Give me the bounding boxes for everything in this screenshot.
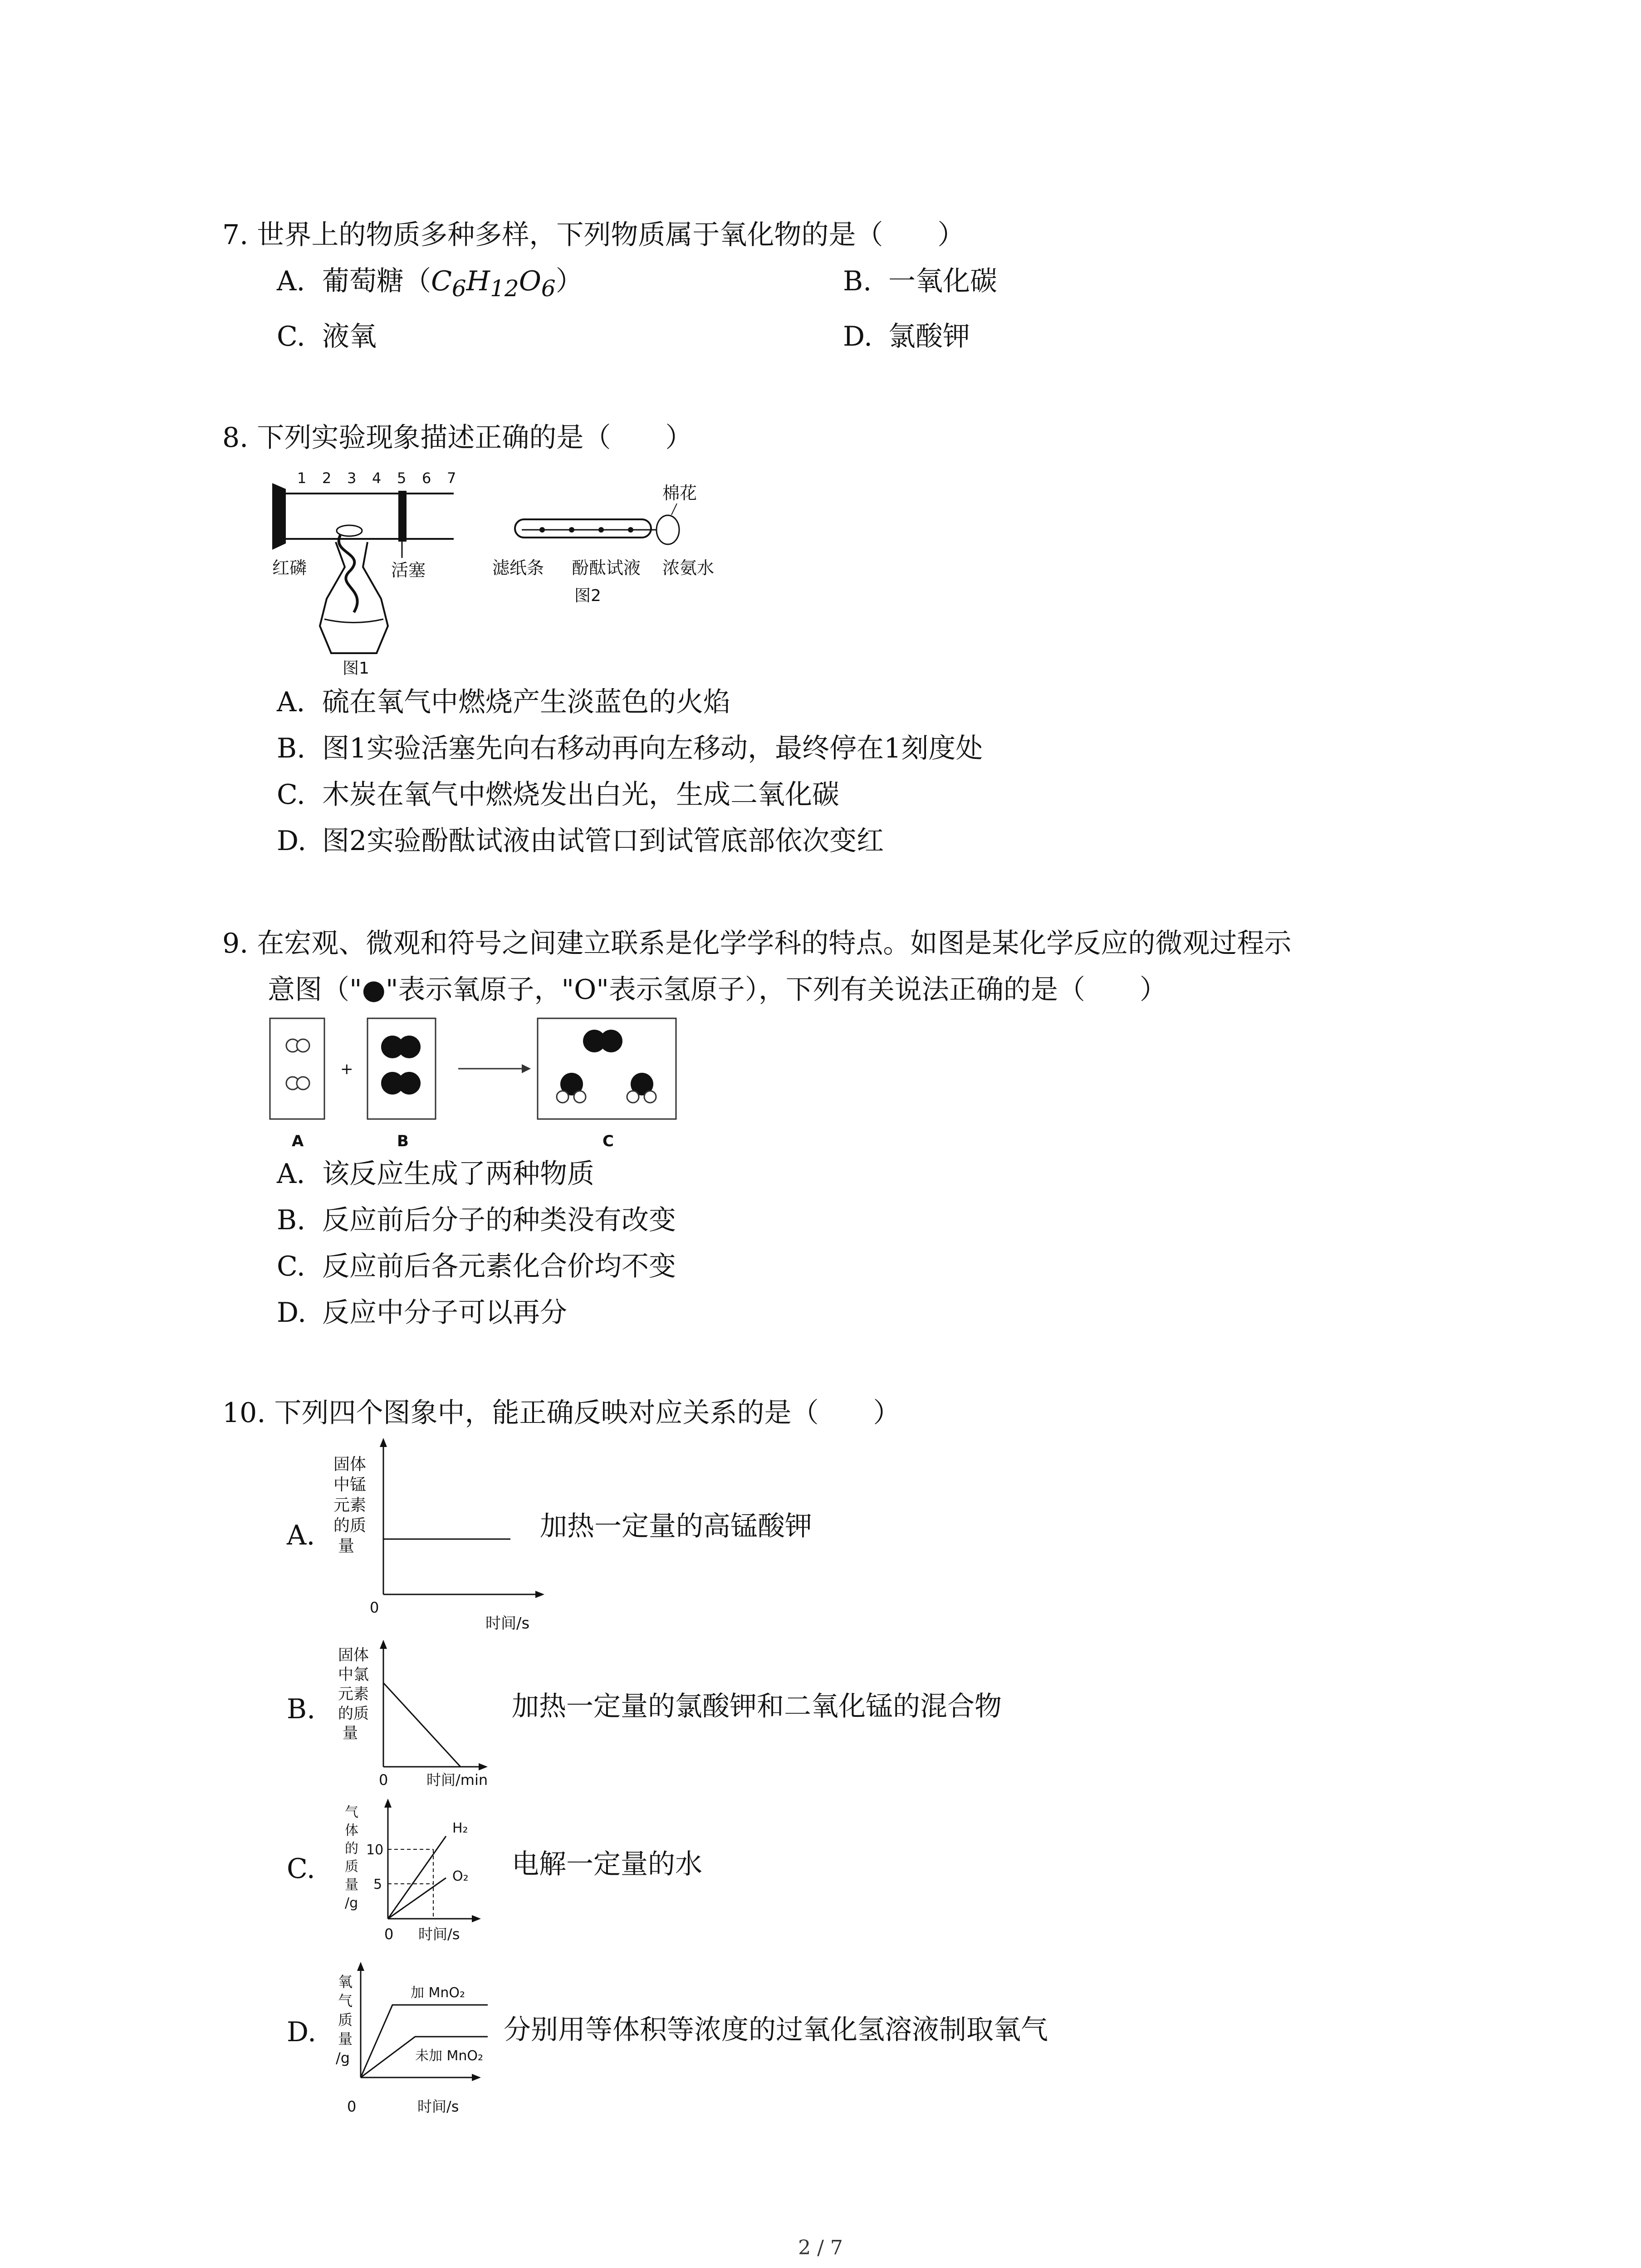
phenol-drop xyxy=(628,527,633,533)
box-b-frame xyxy=(367,1018,436,1119)
label-phosphorus: 红磷 xyxy=(272,558,307,578)
formula-o: O xyxy=(519,265,541,297)
box-c xyxy=(538,1018,676,1119)
q8-option-b xyxy=(277,730,983,767)
option-text: 反应前后分子的种类没有改变 xyxy=(322,1204,676,1236)
q10-caption-d: 分别用等体积等浓度的过氧化氢溶液制取氧气 xyxy=(504,2014,1048,2046)
tick-10: 10 xyxy=(366,1842,384,1858)
q10-option-b-letter: B. xyxy=(287,1693,316,1725)
o2-label: O₂ xyxy=(452,1868,469,1884)
q10-caption-a: 加热一定量的高锰酸钾 xyxy=(540,1510,812,1542)
tick-5: 5 xyxy=(373,1877,382,1892)
ylabel-line: 中氯 xyxy=(338,1666,369,1684)
option-letter: D. xyxy=(277,1297,307,1329)
ylabel-line: 质 xyxy=(338,2011,353,2028)
label-phenol: 酚酞试液 xyxy=(572,558,641,578)
graph-a-ylabel xyxy=(333,1455,366,1555)
q8-option-a xyxy=(277,684,730,720)
ylabel-line: 质 xyxy=(345,1859,358,1875)
cotton-plug xyxy=(656,515,679,544)
ylabel-line: /g xyxy=(345,1895,358,1911)
with-mno2-label: 加 MnO₂ xyxy=(411,1985,465,2001)
q10-graph-a xyxy=(324,1433,560,1642)
q9-option-a xyxy=(277,1156,594,1192)
q8-option-d xyxy=(277,823,884,859)
q10-caption-b: 加热一定量的氯酸钾和二氧化锰的混合物 xyxy=(512,1691,1002,1722)
label-fig2: 图2 xyxy=(574,587,601,605)
scale-3: 3 xyxy=(347,469,357,487)
label-b: B xyxy=(397,1132,409,1150)
scale-labels xyxy=(297,469,456,487)
option-text: 氯酸钾 xyxy=(888,321,970,352)
option-letter: A. xyxy=(277,265,305,297)
box-labels xyxy=(292,1132,614,1150)
box-a-frame xyxy=(270,1018,324,1119)
graph-b-ylabel xyxy=(338,1646,369,1742)
option-letter: B. xyxy=(843,265,872,297)
option-letter: B. xyxy=(277,1204,306,1236)
h2-line xyxy=(388,1836,446,1919)
option-letter: D. xyxy=(277,825,307,857)
formula-h-sub: 12 xyxy=(490,275,519,302)
option-text: 硫在氧气中燃烧产生淡蓝色的火焰 xyxy=(322,686,730,718)
q10-graph-d xyxy=(324,1955,515,2123)
q10-graph-c xyxy=(324,1796,515,1950)
q7-option-c xyxy=(277,318,377,355)
water-hydrogen xyxy=(574,1091,586,1103)
ylabel-line: 的质 xyxy=(338,1705,369,1723)
q9-micro-diagram xyxy=(263,1012,690,1157)
ylabel-line: 量 xyxy=(338,2030,353,2048)
scale-5: 5 xyxy=(397,469,407,487)
question-7-stem: 7. 世界上的物质多种多样，下列物质属于氧化物的是（ ） xyxy=(222,219,965,251)
scale-1: 1 xyxy=(297,469,307,487)
ylabel-line: 固体 xyxy=(338,1646,369,1664)
water-hydrogen xyxy=(557,1091,568,1103)
arrow-head xyxy=(522,1064,531,1073)
origin-label: 0 xyxy=(347,2098,357,2115)
box-b xyxy=(367,1018,436,1119)
formula-h: H xyxy=(466,265,490,297)
piston xyxy=(398,491,407,542)
graph-c-ylabel xyxy=(345,1804,358,1911)
oxygen-atom xyxy=(398,1072,421,1095)
option-letter: A. xyxy=(277,1158,305,1190)
q10-option-d-letter: D. xyxy=(287,2016,317,2048)
label-ammonia: 浓氨水 xyxy=(662,558,715,578)
box-a xyxy=(270,1018,324,1119)
label-paper: 滤纸条 xyxy=(492,558,544,578)
origin-label: 0 xyxy=(384,1926,394,1943)
option-letter: C. xyxy=(277,779,305,811)
formula-c-sub: 6 xyxy=(451,275,466,302)
oxygen-atom xyxy=(600,1030,622,1052)
option-letter: C. xyxy=(277,1251,305,1282)
label-piston: 活塞 xyxy=(391,560,426,580)
option-text: 图2实验酚酞试液由试管口到试管底部依次变红 xyxy=(322,825,884,857)
formula-c: C xyxy=(431,265,452,297)
ylabel-line: 气 xyxy=(338,1992,353,2009)
phenol-drop xyxy=(569,527,574,533)
with-mno2-line xyxy=(361,2005,488,2077)
origin-label: 0 xyxy=(379,1771,388,1789)
x-axis-arrow xyxy=(472,2074,481,2081)
graph-d-ylabel xyxy=(336,1973,353,2067)
label-cotton: 棉花 xyxy=(662,483,697,503)
ylabel-line: 元素 xyxy=(338,1685,369,1703)
formula-o-sub: 6 xyxy=(541,275,556,302)
x-axis-arrow xyxy=(479,1763,488,1770)
ylabel-line: 气 xyxy=(345,1804,358,1820)
x-axis-label: 时间/s xyxy=(485,1614,530,1633)
scale-4: 4 xyxy=(372,469,382,487)
q8-experiment-figure xyxy=(263,463,753,685)
scale-2: 2 xyxy=(322,469,332,487)
without-mno2-label: 未加 MnO₂ xyxy=(415,2048,484,2064)
label-fig1: 图1 xyxy=(343,659,369,678)
phenol-drop xyxy=(539,527,545,533)
option-letter: A. xyxy=(277,686,305,718)
ylabel-line: 量 xyxy=(345,1877,358,1893)
page-number: 2 / 7 xyxy=(798,2236,843,2259)
x-axis-label: 时间/min xyxy=(426,1771,488,1789)
ylabel-line: 元素 xyxy=(333,1496,367,1515)
ylabel-line: /g xyxy=(336,2049,350,2067)
label-c: C xyxy=(603,1132,614,1150)
x-axis-label: 时间/s xyxy=(417,2098,459,2115)
y-axis-arrow xyxy=(380,1640,387,1649)
y-axis-arrow xyxy=(384,1799,392,1808)
figure-2 xyxy=(492,483,714,605)
phosphorus xyxy=(337,525,362,536)
q8-option-c xyxy=(277,777,839,813)
ylabel-line: 固体 xyxy=(333,1455,367,1474)
option-text: 该反应生成了两种物质 xyxy=(322,1158,594,1190)
q9-option-b xyxy=(277,1202,676,1238)
plus-sign: + xyxy=(340,1060,353,1078)
question-9-stem-line2: 意图（"●"表示氧原子，"O"表示氢原子），下列有关说法正确的是（ ） xyxy=(268,974,1167,1006)
origin-label: 0 xyxy=(370,1599,379,1616)
h2-label: H₂ xyxy=(452,1820,468,1836)
lamp-liquid xyxy=(324,619,383,623)
cotton-pointer xyxy=(671,503,677,515)
ylabel-line: 氧 xyxy=(338,1973,353,1990)
option-letter: D. xyxy=(843,321,873,352)
option-text: 反应中分子可以再分 xyxy=(322,1297,567,1329)
option-text-end: ） xyxy=(555,265,583,297)
y-axis-arrow xyxy=(357,1962,364,1971)
oxygen-atom xyxy=(398,1036,421,1058)
ylabel-line: 中锰 xyxy=(333,1476,367,1494)
option-text: 图1实验活塞先向右移动再向左移动，最终停在1刻度处 xyxy=(322,733,983,764)
label-a: A xyxy=(292,1132,304,1150)
option-letter: C. xyxy=(277,321,305,352)
q10-option-a-letter: A. xyxy=(287,1520,315,1551)
q10-graph-b xyxy=(324,1637,515,1792)
water-hydrogen xyxy=(627,1091,639,1103)
ylabel-line: 的 xyxy=(345,1841,358,1857)
figure-1 xyxy=(272,469,456,678)
data-line xyxy=(383,1683,460,1767)
ylabel-line: 量 xyxy=(338,1537,355,1555)
hydrogen-atom xyxy=(297,1077,309,1090)
option-text: 反应前后各元素化合价均不变 xyxy=(322,1251,676,1282)
q10-option-c-letter: C. xyxy=(287,1853,315,1885)
phenol-drop xyxy=(598,527,604,533)
y-axis-arrow xyxy=(380,1438,387,1447)
question-8-stem: 8. 下列实验现象描述正确的是（ ） xyxy=(222,422,693,454)
question-9-stem: 9. 在宏观、微观和符号之间建立联系是化学学科的特点。如图是某化学反应的微观过程示 xyxy=(222,928,1292,959)
option-text: 液氧 xyxy=(322,321,377,352)
syringe-stopper xyxy=(272,483,286,550)
hydrogen-atom xyxy=(297,1039,309,1052)
q7-option-d xyxy=(843,318,970,355)
option-letter: B. xyxy=(277,733,306,764)
option-text: 一氧化碳 xyxy=(888,265,997,297)
water-hydrogen xyxy=(644,1091,656,1103)
option-text: 葡萄糖（ xyxy=(322,265,431,297)
ylabel-line: 体 xyxy=(345,1823,358,1838)
ylabel-line: 的质 xyxy=(333,1516,367,1535)
x-axis-arrow xyxy=(535,1591,544,1598)
q9-option-d xyxy=(277,1295,567,1331)
q7-option-a xyxy=(277,263,583,307)
question-10-stem: 10. 下列四个图象中，能正确反映对应关系的是（ ） xyxy=(222,1397,901,1429)
x-axis-label: 时间/s xyxy=(418,1926,460,1943)
q9-option-c xyxy=(277,1248,676,1285)
q7-option-b xyxy=(843,263,997,299)
scale-6: 6 xyxy=(422,469,431,487)
q10-caption-c: 电解一定量的水 xyxy=(512,1848,702,1880)
x-axis-arrow xyxy=(472,1915,481,1922)
ylabel-line: 量 xyxy=(343,1724,358,1742)
scale-7: 7 xyxy=(447,469,456,487)
option-text: 木炭在氧气中燃烧发出白光，生成二氧化碳 xyxy=(322,779,839,811)
